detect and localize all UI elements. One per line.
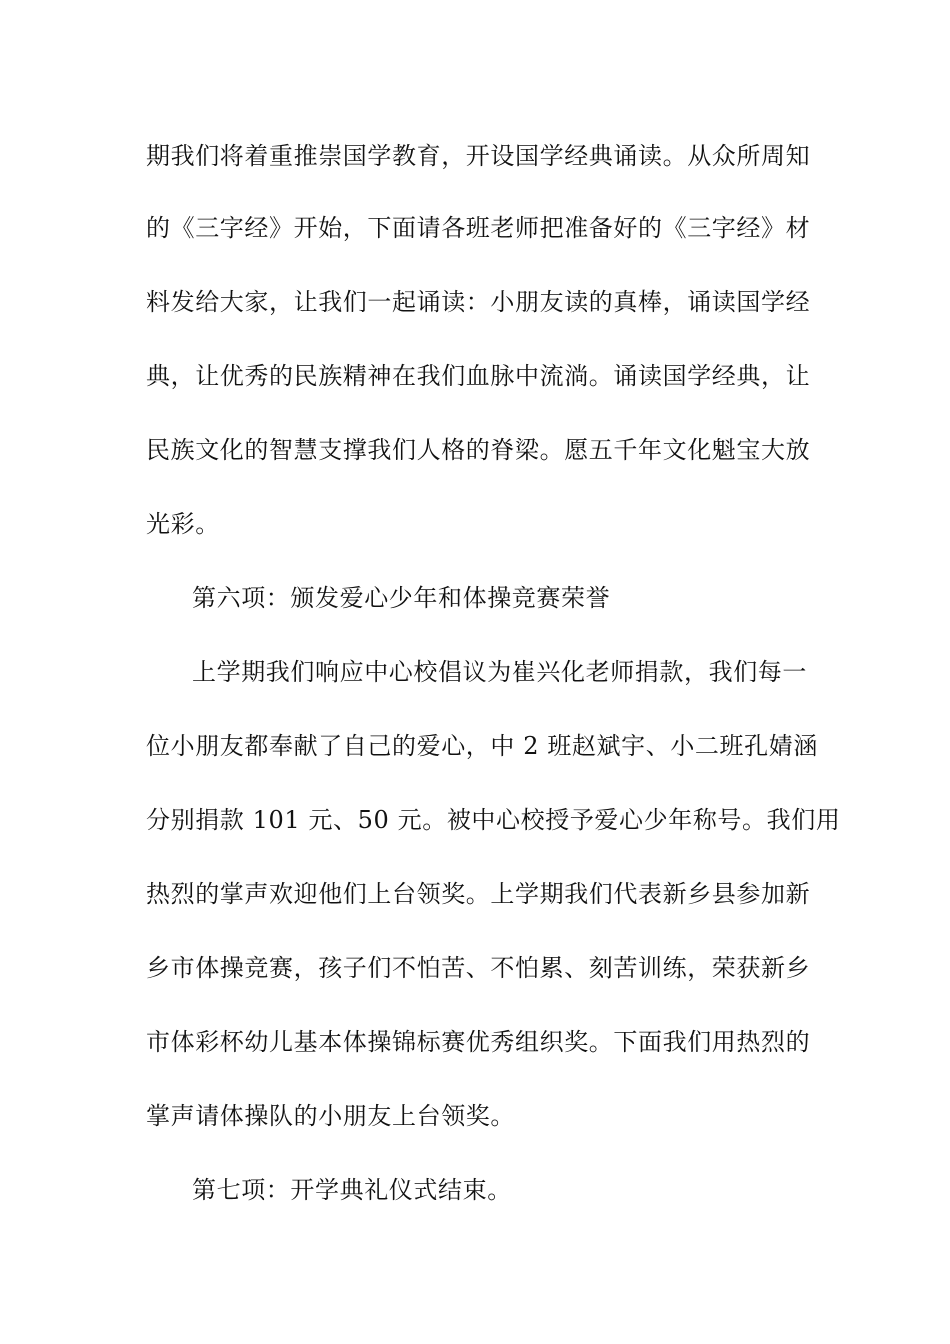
- paragraph-1-line-2: 的《三字经》开始，下面请各班老师把准备好的《三字经》材: [146, 214, 811, 242]
- paragraph-3-line-4: 热烈的掌声欢迎他们上台领奖。上学期我们代表新乡县参加新: [146, 880, 811, 908]
- paragraph-1-line-5: 民族文化的智慧支撑我们人格的脊梁。愿五千年文化魁宝大放: [146, 436, 811, 464]
- paragraph-3-line-7: 掌声请体操队的小朋友上台领奖。: [146, 1102, 515, 1130]
- paragraph-3-line-2: 位小朋友都奉献了自己的爱心，中 2 班赵斌宇、小二班孔婧涵: [146, 732, 818, 760]
- section-heading-seven: 第七项：开学典礼仪式结束。: [192, 1176, 512, 1204]
- section-heading-six: 第六项：颁发爱心少年和体操竞赛荣誉: [192, 584, 611, 612]
- paragraph-3-line-6: 市体彩杯幼儿基本体操锦标赛优秀组织奖。下面我们用热烈的: [146, 1028, 811, 1056]
- paragraph-1-line-1: 期我们将着重推崇国学教育，开设国学经典诵读。从众所周知: [146, 142, 811, 170]
- paragraph-3-line-1: 上学期我们响应中心校倡议为崔兴化老师捐款，我们每一: [192, 658, 807, 686]
- paragraph-3-line-5: 乡市体操竞赛，孩子们不怕苦、不怕累、刻苦训练，荣获新乡: [146, 954, 811, 982]
- paragraph-1-line-4: 典，让优秀的民族精神在我们血脉中流淌。诵读国学经典，让: [146, 362, 811, 390]
- paragraph-3-line-3: 分别捐款 101 元、50 元。被中心校授予爱心少年称号。我们用: [146, 806, 841, 834]
- paragraph-1-line-6: 光彩。: [146, 510, 220, 538]
- paragraph-1-line-3: 料发给大家，让我们一起诵读：小朋友读的真棒，诵读国学经: [146, 288, 811, 316]
